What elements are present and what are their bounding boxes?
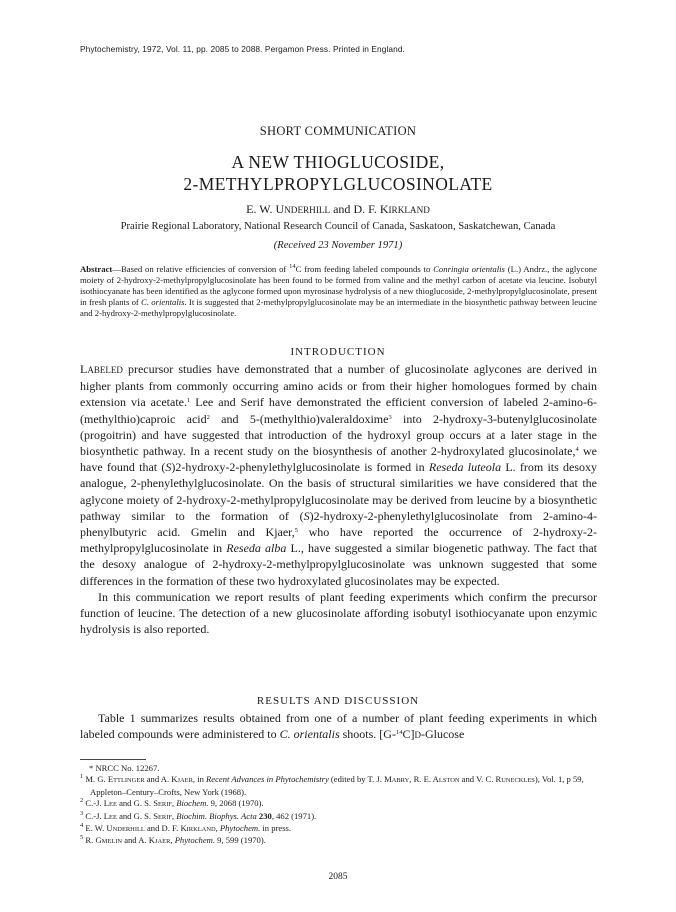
- footnote-nrcc: * NRCC No. 12267.: [89, 763, 160, 773]
- body-text: L. from its desoxy analogue, 2-phenylethylglucosinolate. On the basis of structural similarities we have considered that the aglycone moiety of 2-hydroxy-2-methylpropylglucosinolate may be derived from leucine by a biosynthetic pathway similar to the formation of (: [80, 460, 598, 523]
- small-caps-first: L: [80, 362, 88, 376]
- author-rest: EE: [109, 801, 117, 809]
- abstract-label: Abstract: [80, 264, 113, 274]
- footnote-4: [80, 823, 597, 835]
- author-2-initials: D. F.: [353, 202, 380, 216]
- body-text: Lee and Serif have demonstrated the efficient conversion of labeled 2-amino-6-(methylthio)caproic acid: [80, 395, 597, 426]
- body-text: -Glucose: [420, 727, 465, 742]
- species-name: Reseda luteola: [428, 460, 502, 475]
- footnote-text: and V. C.: [459, 774, 496, 785]
- small-caps-rest: ABELED: [87, 365, 123, 375]
- body-text: we have found that (: [80, 444, 597, 475]
- reference-mark: 3: [388, 413, 392, 421]
- abstract-text: . It is suggested that 2-methylpropylglucosinolate may be an intermediate in the biosynthetic pathway between leucine and 2-hydroxy-2-methylpropylglucosinolate.: [80, 297, 597, 319]
- footnote-text: ), Vol. 1, p 59, Appleton–Century–Crofts, New York (1968).: [90, 774, 584, 797]
- author-rest: ABRY: [391, 777, 410, 785]
- footnote-text: ,: [171, 810, 177, 821]
- footnote-text: and A.: [122, 835, 149, 846]
- footnote-text: C.-J.: [83, 798, 104, 809]
- footnote-text: ,: [171, 798, 177, 809]
- reference-mark: 2: [206, 413, 210, 421]
- author-rest: ERIF: [158, 801, 172, 809]
- author-first-letter: R: [495, 774, 502, 785]
- footnote-text: and G. S.: [116, 798, 154, 809]
- author-rest: TTLINGER: [113, 777, 145, 785]
- footnote-text: 9, 599 (1970).: [215, 835, 266, 846]
- footnote-text: and G. S.: [116, 810, 154, 821]
- author-2-first-letter: K: [379, 202, 389, 216]
- affiliation: Prairie Regional Laboratory, National Research Council of Canada, Saskatoon, Saskatchewan, Canada: [120, 221, 556, 232]
- superscript: 14: [395, 729, 403, 737]
- results-body: [80, 710, 597, 743]
- body-text: precursor studies have demonstrated that a number of glucosinolate aglycones are derived in higher plants from commonly occurring amino acids or from their higher homologues formed by chain extension via acetate.: [80, 362, 597, 410]
- footnote-text: and A.: [144, 774, 172, 785]
- author-1-initials: E. W.: [246, 202, 276, 216]
- journal-name: Phytochem.: [219, 823, 261, 834]
- results-heading: RESULTS AND DISCUSSION: [256, 695, 420, 707]
- author-1-first-letter: U: [275, 202, 285, 216]
- abstract-text: C from feeding labeled compounds to: [295, 264, 434, 274]
- abstract-text: —Based on relative efficiencies of conversion of: [112, 264, 290, 274]
- stereo-descriptor: S: [165, 460, 172, 475]
- footnote-number: 4: [80, 822, 84, 830]
- author-rest: LSTON: [438, 777, 460, 785]
- author-first-letter: G: [95, 835, 102, 846]
- author-first-letter: K: [171, 774, 178, 785]
- footnote-text: R.: [83, 835, 96, 846]
- footnote-number: 3: [80, 809, 84, 817]
- footnote-text: , in: [192, 774, 207, 785]
- volume-number: 230: [256, 810, 272, 821]
- species-name: C. orientalis: [279, 727, 340, 742]
- species-name: Conringia orientalis: [433, 264, 505, 274]
- author-rest: IRKLAND: [186, 826, 216, 834]
- footnote-text: (edited by T. J.: [328, 774, 385, 785]
- page-number: 2085: [328, 872, 348, 882]
- stereo-descriptor: S: [303, 508, 310, 523]
- abstract: [80, 264, 597, 319]
- author-first-letter: L: [103, 798, 110, 809]
- footnote-number: 5: [80, 834, 84, 842]
- reference-mark: 1: [186, 397, 191, 405]
- body-text: who have reported the occurrence of 2-hydroxy-2-methylpropylglucosinolate in: [80, 525, 598, 556]
- footnote-text: C.-J.: [83, 810, 104, 821]
- abstract-text: (L.) Andrz., the aglycone moiety of 2-hydroxy-2-methylpropylglucosinolate has been found to be formed from valine and the methyl carbon of acetate via leucine. Isobutyl isothiocyanate has been identified as the aglycone formed upon myrosinase hydrolysis of a new thioglucoside, 2-methylpropylglucosinolate, present in fresh plants of: [80, 264, 597, 308]
- author-rest: NDERHILL: [112, 826, 145, 834]
- intro-paragraph-2: In this communication we report results of plant feeding experiments which confirm the precursor function of leucine. The detection of a new glucosinolate affording isobutyl isothiocyanate upon enzymic hydrolysis is also reported.: [80, 589, 597, 637]
- journal-name: Biochem.: [176, 798, 209, 809]
- introduction-heading: INTRODUCTION: [290, 346, 386, 358]
- footnote-text: E. W.: [83, 823, 107, 834]
- author-first-letter: U: [106, 823, 113, 834]
- author-first-letter: M: [384, 774, 392, 785]
- author-first-letter: S: [153, 810, 158, 821]
- author-rest: MELIN: [101, 838, 123, 846]
- authors: [0, 202, 676, 217]
- author-2-rest: IRKLAND: [388, 205, 430, 215]
- journal-name: Biochim. Biophys. Acta: [176, 810, 257, 821]
- author-first-letter: K: [148, 835, 155, 846]
- footnote-1: [80, 774, 597, 798]
- footnote-text: ,: [170, 835, 175, 846]
- body-text: and 5-(methylthio)valeraldoxime: [209, 411, 389, 426]
- author-rest: JAER: [177, 777, 193, 785]
- author-1-rest: NDERHILL: [284, 205, 331, 215]
- species-name: Reseda alba: [226, 541, 287, 556]
- author-first-letter: S: [153, 798, 158, 809]
- body-text: Table 1 summarizes results obtained from one of a number of plant feeding experiments in which labeled compounds were administered to: [80, 711, 597, 742]
- body-text: )2-hydroxy-2-phenylethylglucosinolate is formed in: [171, 460, 429, 475]
- running-head: Phytochemistry, 1972, Vol. 11, pp. 2085 to 2088. Pergamon Press. Printed in England.: [80, 44, 405, 54]
- journal-name: Phytochem.: [174, 835, 216, 846]
- body-text: shoots. [G-: [339, 727, 396, 742]
- author-first-letter: A: [432, 774, 439, 785]
- results-paragraph-1: [80, 710, 597, 743]
- species-name: C. orientalis: [141, 297, 185, 308]
- footnote-text: 9, 2068 (1970).: [208, 798, 264, 809]
- reference-mark: 4: [575, 446, 579, 454]
- footnote-2: [80, 798, 597, 810]
- small-caps: D: [414, 730, 421, 741]
- intro-paragraph-1: [80, 361, 597, 589]
- book-title: Recent Advances in Phytochemistry: [206, 774, 329, 785]
- received-date: (Received 23 November 1971): [273, 240, 403, 251]
- footnote-5: [80, 835, 597, 847]
- author-first-letter: L: [103, 810, 110, 821]
- footnote-text: and D. F.: [144, 823, 181, 834]
- introduction-body: [80, 361, 597, 637]
- author-rest: ERIF: [158, 813, 172, 821]
- author-rest: UNECKLES: [501, 777, 535, 785]
- footnote-rule: [80, 759, 146, 760]
- article-title: [0, 151, 676, 195]
- title-line-2: 2-METHYLPROPYLGLUCOSINOLATE: [183, 174, 493, 194]
- footnote-3: [80, 811, 597, 823]
- author-first-letter: E: [107, 774, 114, 785]
- footnote-text: ,: [215, 823, 220, 834]
- section-label: SHORT COMMUNICATION: [259, 124, 417, 138]
- authors-and: and: [330, 202, 354, 216]
- footnote-text: , 462 (1971).: [271, 810, 317, 821]
- body-text: )2-hydroxy-2-phenylethylglucosinolate from 2-amino-4-phenylbutyric acid. Gmelin and Kjaer,: [80, 508, 597, 540]
- footnotes: [80, 763, 597, 848]
- footnote-text: M. G.: [83, 774, 108, 785]
- reference-mark: 5: [294, 527, 298, 535]
- title-line-1: A NEW THIOGLUCOSIDE,: [231, 152, 445, 172]
- body-text: C]: [402, 727, 415, 742]
- superscript: 14: [289, 263, 296, 270]
- footnote-text: in press.: [260, 823, 292, 834]
- author-first-letter: K: [180, 823, 187, 834]
- author-rest: JAER: [155, 838, 171, 846]
- body-text: L., have suggested a similar biogenetic pathway. The fact that the desoxy analogue of 2-hydroxy-2-methylpropylglucosinolate was unknown suggested that some differences in the formation of these two hydroxylated glucosinolates may be expected.: [80, 541, 597, 588]
- footnote-number: 1: [80, 773, 84, 781]
- footnote-text: , R. E.: [409, 774, 433, 785]
- body-text: into 2-hydroxy-3-butenylglucosinolate (progoitrin) and have suggested that introduction of the hydroxyl group occurs at a later stage in the biosynthetic pathway. In a recent study on the biosynthesis of another 2-hydroxylated glucosinolate,: [80, 411, 597, 459]
- author-rest: EE: [109, 813, 117, 821]
- footnote-number: 2: [80, 797, 84, 805]
